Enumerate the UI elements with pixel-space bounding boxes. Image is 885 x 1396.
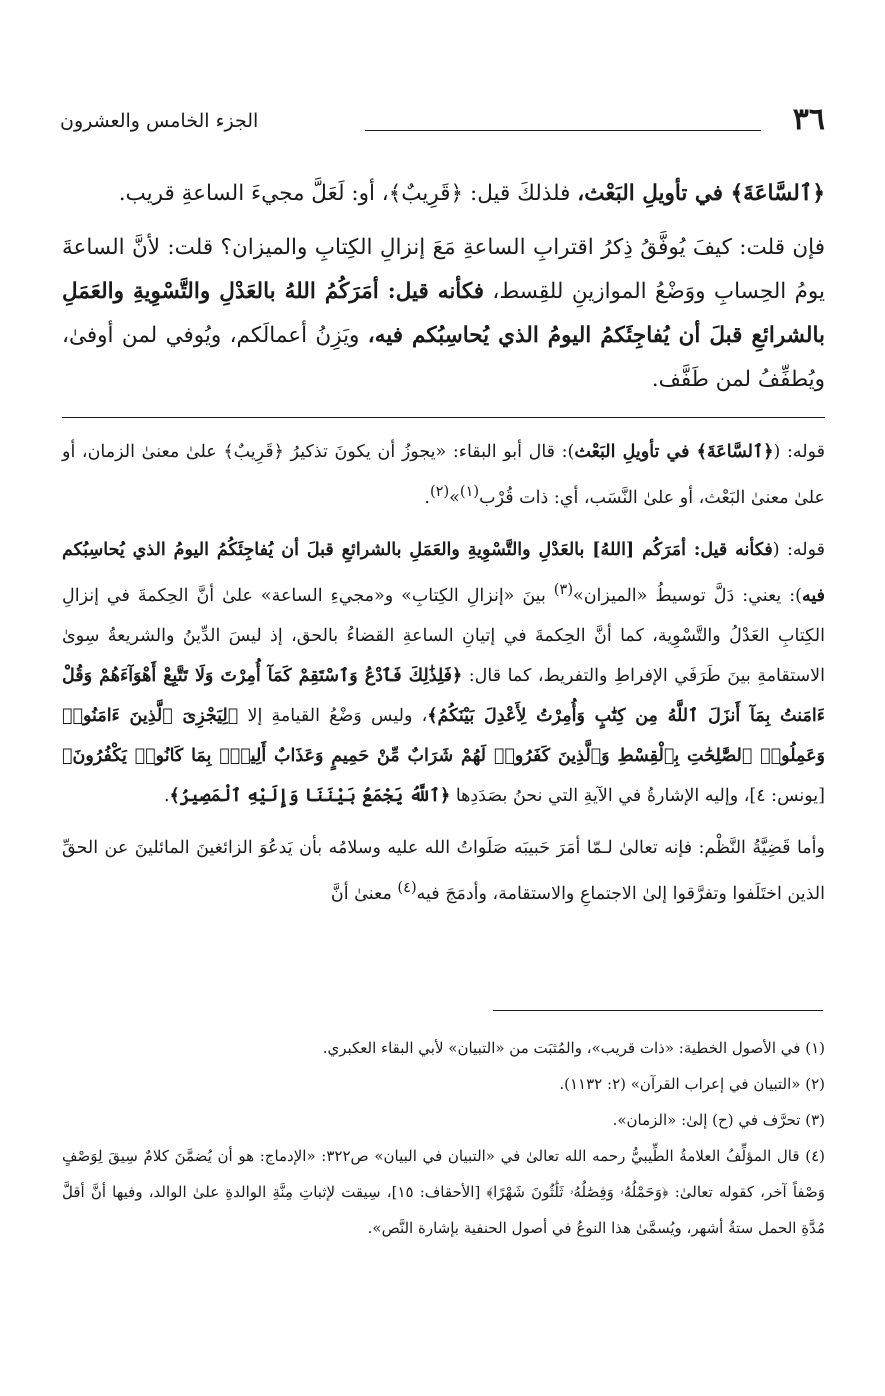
comm-run: » (449, 487, 460, 508)
page-number: ٣٦ (792, 102, 825, 137)
comm-run: قوله: ( (772, 539, 825, 560)
footnote-ref: (٢) (429, 483, 450, 500)
main-text-run: فلذلكَ قيل: ﴿قَرِيبٌ﴾، أو: لَعَلَّ مجيءَ الساعةِ قريب. (118, 181, 578, 206)
footnote-ref: (٣) (553, 580, 573, 598)
main-text-run: فإن قلت: كيفَ يُوفَّقُ ذِكرُ اقترابِ الساعةِ مَعَ إنزالِ الكِتابِ والميزان؟ قلت: لأنَّ الساعةَ يومُ الحِسابِ ووَضْعُ الموازينِ للقِسط، (62, 235, 825, 304)
lemma: فكأنه قيل: أمَرَكُم [اللهُ] بالعَدْلِ والتَّسْوِيةِ والعَمَلِ بالشرائعِ قبلَ أن يُفاجِئَكُمُ اليومُ الذي يُحاسِبُكم فيه (62, 539, 826, 606)
main-paragraph (62, 226, 825, 402)
footnote: (٣) تحرَّف في (ح) إلىٰ: «الزمان». (612, 1111, 825, 1129)
commentary-paragraph (62, 530, 825, 816)
commentary-separator (62, 417, 825, 418)
comm-run: وأما قَضِيَّةُ النَّظْم: فإنه تعالىٰ لـمّا أمَرَ حَبيبَه صَلَواتُ الله عليه وسلامُه بأن يَدعُوَ الزائغينَ المائلينَ عن الحقِّ الذين اختَلَفوا وتفرَّقوا إلىٰ الاجتماعِ والاستقامة، وأدمَجَ فيه (62, 837, 825, 904)
quran-verse: ﴿ٱللَّهُ يَجْمَعُ بَيْنَنَا وَإِلَيْهِ ٱلْمَصِيرُ﴾ (169, 785, 451, 806)
footnote-ref: (١) (459, 483, 480, 500)
quran-phrase: ﴿ٱلسَّاعَةَ﴾ في تأويلِ البَعْث، (577, 181, 825, 206)
comm-run: بينَ «إنزالِ الكِتابِ» و«مجيءِ الساعة» علىٰ أنَّ الحِكمةَ في إنزالِ الكِتابِ العَدْلُ والتَّسْوِية، كما أنَّ الحِكمةَ في إتيانِ الساعةِ القضاءُ بالحق، إذ ليسَ الدِّينُ والشريعةُ سِوىٰ الاستقامةِ بينَ طَرَفَي الإفراطِ والتفريط، كما قال: (62, 585, 825, 686)
footnote: (٤) قال المؤلِّفُ العلامةُ الطِّيبيُّ رحمه الله تعالىٰ في «التبيان في البيان» ص٣٢٢: «الإدماج: هو أن يُضمَّنَ كلامٌ سِيقَ لِوَصْفٍ وَصْفاً آخر، كقوله تعالىٰ: ﴿وَحَمْلُهُۥ وَفِصَٰلُهُۥ ثَلَٰثُونَ شَهْرًا﴾ [الأحقاف: ١٥]، سِيقت لإثباتِ مِنَّةِ الوالدةِ علىٰ الوالد، وفيها أنَّ أقلَّ مُدَّةِ الحمل ستةُ أشهر، ويُسمَّىٰ هذا النوعُ في أصول الحنفية بإشارة النَّص». (62, 1147, 825, 1237)
comm-run: [يونس: ٤]، وإليه الإشارةُ في الآيةِ التي نحنُ بصَدَدِها (450, 785, 825, 806)
lemma: ﴿ٱلسَّاعَةَ﴾ في تأويلِ البَعْث (574, 442, 774, 462)
comm-run: قوله: ( (773, 442, 825, 462)
comm-run: ): قال أبو البقاء: «يجوزُ أن يكونَ تذكيرُ ﴿قَرِيبٌ﴾ علىٰ معنىٰ الزمان، أو علىٰ معنىٰ البَعْث، أو علىٰ النَّسَب، أي: ذات قُرْب (62, 442, 825, 508)
quran-verse: ﴿لِيَجْزِىَ ٱلَّذِينَ ءَامَنُوا۟ وَعَمِلُوا۟ ٱلصَّٰلِحَٰتِ بِٱلْقِسْطِ وَٱلَّذِينَ كَفَرُوا۟ لَهُمْ شَرَابٌ مِّنْ حَمِيمٍ وَعَذَابٌ أَلِيمٌۢ بِمَا كَانُوا۟ يَكْفُرُونَ﴾ (62, 705, 825, 766)
footnotes (62, 1030, 825, 1246)
footnote: (٢) «التبيان في إعراب القرآن» (٢: ١١٣٢). (559, 1075, 825, 1093)
main-text (62, 172, 825, 402)
header-rule (365, 130, 761, 131)
quran-verse: ﴿فَلِذَٰلِكَ فَٱدْعُ وَٱسْتَقِمْ كَمَآ أُمِرْتَ وَلَا تَتَّبِعْ أَهْوَآءَهُمْ وَقُلْ ءَامَنتُ بِمَآ أَنزَلَ ٱللَّهُ مِن كِتَٰبٍ وَأُمِرْتُ لِأَعْدِلَ بَيْنَكُمُ﴾ (62, 665, 825, 726)
comm-run: ، وليس وَضْعُ القيامةِ إلا (238, 705, 428, 726)
comm-run: . (424, 487, 430, 508)
page-header (60, 102, 825, 142)
main-text-run: ويَزِنُ أعمالَكم، ويُوفي لمن أوفىٰ، ويُطفِّفُ لمن طَفَّف. (62, 323, 825, 392)
comm-run: ): يعني: دَلَّ توسيطُ «الميزان» (573, 585, 802, 606)
commentary (62, 432, 825, 913)
footnote: (١) في الأصول الخطية: «ذات قريب»، والمُثبَت من «التبيان» لأبي البقاء العكبري. (322, 1039, 825, 1057)
bold-phrase: فكأنه قيل: أمَرَكُمُ اللهُ بالعَدْلِ والتَّسْوِيةِ والعَمَلِ بالشرائعِ قبلَ أن يُفاجِئَكمُ اليومُ الذي يُحاسِبُكم فيه، (62, 279, 825, 348)
commentary-paragraph (62, 828, 825, 914)
footnote-separator (493, 1010, 823, 1011)
commentary-paragraph (62, 432, 825, 518)
comm-run: . (163, 785, 170, 806)
part-title: الجزء الخامس والعشرون (60, 110, 259, 132)
comm-run: معنىٰ أنَّ (330, 883, 398, 904)
main-paragraph (62, 172, 825, 216)
footnote-ref: (٤) (397, 878, 417, 896)
